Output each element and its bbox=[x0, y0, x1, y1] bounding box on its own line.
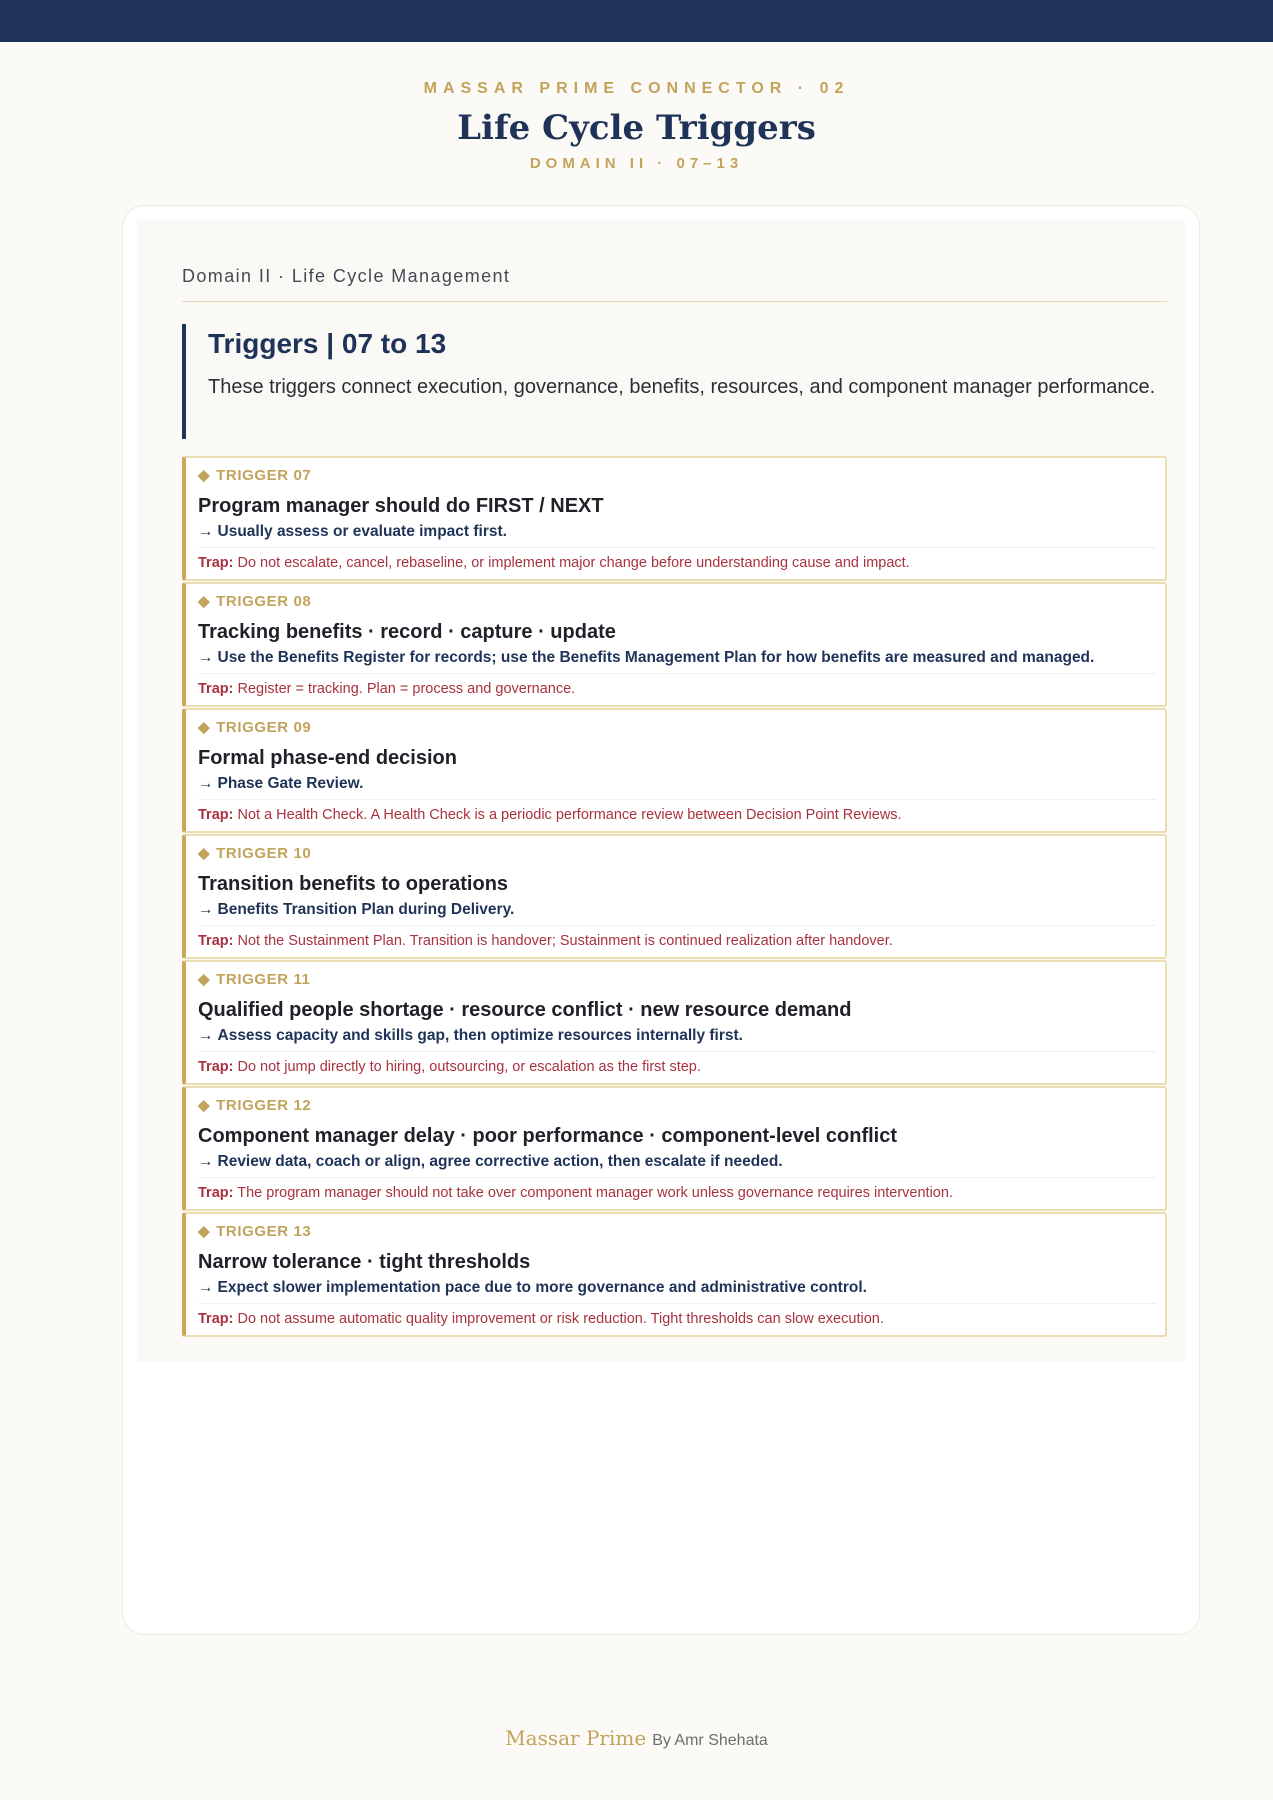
trigger-answer-text: Benefits Transition Plan during Delivery. bbox=[217, 901, 515, 918]
trigger-tag-label: TRIGGER 07 bbox=[216, 467, 312, 484]
arrow-right-icon: → bbox=[198, 1279, 214, 1296]
trigger-tag bbox=[198, 1221, 1155, 1243]
diamond-icon: ◆ bbox=[198, 971, 211, 988]
trigger-card bbox=[182, 960, 1167, 1085]
content-card bbox=[122, 205, 1200, 1635]
domain-range-subtitle: DOMAIN II · 07–13 bbox=[529, 155, 744, 172]
trigger-answer-text: Usually assess or evaluate impact first. bbox=[217, 523, 507, 540]
trigger-tag bbox=[198, 1095, 1155, 1117]
trigger-trap bbox=[198, 799, 1155, 831]
arrow-right-icon: → bbox=[198, 775, 214, 792]
arrow-right-icon: → bbox=[198, 901, 214, 918]
trap-label: Trap: bbox=[198, 681, 234, 697]
trigger-tag-label: TRIGGER 12 bbox=[216, 1097, 312, 1114]
trigger-trap bbox=[198, 1177, 1155, 1209]
trigger-tag-label: TRIGGER 08 bbox=[216, 593, 312, 610]
divider bbox=[182, 301, 1167, 302]
trigger-answer bbox=[198, 772, 1155, 799]
trigger-card bbox=[182, 456, 1167, 581]
trigger-tag bbox=[198, 591, 1155, 613]
trap-label: Trap: bbox=[198, 555, 234, 571]
trigger-trap bbox=[198, 1051, 1155, 1083]
trigger-answer bbox=[198, 898, 1155, 925]
arrow-right-icon: → bbox=[198, 1153, 214, 1170]
trigger-title: Formal phase-end decision bbox=[198, 747, 457, 769]
section-intro bbox=[182, 324, 1157, 439]
trigger-title: Component manager delay · poor performance · component-level conflict bbox=[198, 1125, 897, 1147]
trigger-card bbox=[182, 1086, 1167, 1211]
trigger-tag-label: TRIGGER 11 bbox=[216, 971, 311, 988]
trigger-title: Qualified people shortage · resource conflict · new resource demand bbox=[198, 999, 852, 1021]
trigger-answer bbox=[198, 646, 1155, 673]
trap-label: Trap: bbox=[198, 1059, 234, 1075]
trigger-trap bbox=[198, 547, 1155, 579]
trigger-answer bbox=[198, 520, 1155, 547]
series-kicker: MASSAR PRIME CONNECTOR · 02 bbox=[423, 80, 850, 97]
arrow-right-icon: → bbox=[198, 649, 214, 666]
trigger-answer-text: Assess capacity and skills gap, then optimize resources internally first. bbox=[217, 1027, 743, 1044]
arrow-right-icon: → bbox=[198, 1027, 214, 1044]
trigger-tag-label: TRIGGER 10 bbox=[216, 845, 312, 862]
trigger-answer-text: Review data, coach or align, agree corrective action, then escalate if needed. bbox=[217, 1153, 783, 1170]
trap-label: Trap: bbox=[198, 933, 234, 949]
trap-text: Do not escalate, cancel, rebaseline, or implement major change before understanding cause and impact. bbox=[237, 555, 910, 571]
footer-author: By Amr Shehata bbox=[652, 1732, 768, 1749]
trap-label: Trap: bbox=[198, 1311, 234, 1327]
trigger-title: Program manager should do FIRST / NEXT bbox=[198, 495, 604, 517]
trigger-answer bbox=[198, 1276, 1155, 1303]
trigger-card bbox=[182, 1212, 1167, 1337]
trigger-answer bbox=[198, 1024, 1155, 1051]
trigger-answer-text: Expect slower implementation pace due to more governance and administrative control. bbox=[217, 1279, 867, 1296]
trap-text: Not a Health Check. A Health Check is a periodic performance review between Decision Point Reviews. bbox=[237, 807, 902, 823]
trap-text: Do not jump directly to hiring, outsourcing, or escalation as the first step. bbox=[237, 1059, 701, 1075]
trap-text: Do not assume automatic quality improvement or risk reduction. Tight thresholds can slow execution. bbox=[237, 1311, 884, 1327]
footer bbox=[0, 1726, 1273, 1750]
trigger-card bbox=[182, 582, 1167, 707]
diamond-icon: ◆ bbox=[198, 593, 211, 610]
trigger-answer-text: Phase Gate Review. bbox=[217, 775, 364, 792]
section-title: Triggers | 07 to 13 bbox=[208, 328, 447, 359]
trigger-trap bbox=[198, 1303, 1155, 1335]
trigger-tag bbox=[198, 717, 1155, 739]
trigger-tag bbox=[198, 969, 1155, 991]
trigger-trap bbox=[198, 673, 1155, 705]
trigger-title: Transition benefits to operations bbox=[198, 873, 509, 895]
trigger-answer bbox=[198, 1150, 1155, 1177]
trigger-answer-text: Use the Benefits Register for records; use the Benefits Management Plan for how benefits are measured and managed. bbox=[217, 649, 1095, 666]
page-title: Life Cycle Triggers bbox=[457, 108, 816, 148]
section-description: These triggers connect execution, governance, benefits, resources, and component manager performance. bbox=[208, 376, 1156, 398]
top-bar bbox=[0, 0, 1273, 42]
card-inner-panel bbox=[137, 220, 1185, 1362]
trigger-tag-label: TRIGGER 13 bbox=[216, 1223, 312, 1240]
diamond-icon: ◆ bbox=[198, 1223, 211, 1240]
arrow-right-icon: → bbox=[198, 523, 214, 540]
trigger-title: Narrow tolerance · tight thresholds bbox=[198, 1251, 531, 1273]
trigger-tag-label: TRIGGER 09 bbox=[216, 719, 312, 736]
trigger-card bbox=[182, 834, 1167, 959]
trigger-trap bbox=[198, 925, 1155, 957]
trigger-title: Tracking benefits · record · capture · update bbox=[198, 621, 616, 643]
domain-label: Domain II · Life Cycle Management bbox=[182, 266, 511, 286]
trap-text: Register = tracking. Plan = process and governance. bbox=[237, 681, 576, 697]
trap-label: Trap: bbox=[198, 807, 234, 823]
diamond-icon: ◆ bbox=[198, 1097, 211, 1114]
diamond-icon: ◆ bbox=[198, 845, 211, 862]
trigger-tag bbox=[198, 465, 1155, 487]
trap-label: Trap: bbox=[198, 1185, 234, 1201]
diamond-icon: ◆ bbox=[198, 719, 211, 736]
trigger-list bbox=[182, 456, 1167, 1337]
trigger-card bbox=[182, 708, 1167, 833]
footer-brand: Massar Prime bbox=[505, 1726, 647, 1750]
trap-text: The program manager should not take over component manager work unless governance requires intervention. bbox=[237, 1185, 953, 1201]
trigger-tag bbox=[198, 843, 1155, 865]
trap-text: Not the Sustainment Plan. Transition is handover; Sustainment is continued realization after handover. bbox=[237, 933, 893, 949]
diamond-icon: ◆ bbox=[198, 467, 211, 484]
